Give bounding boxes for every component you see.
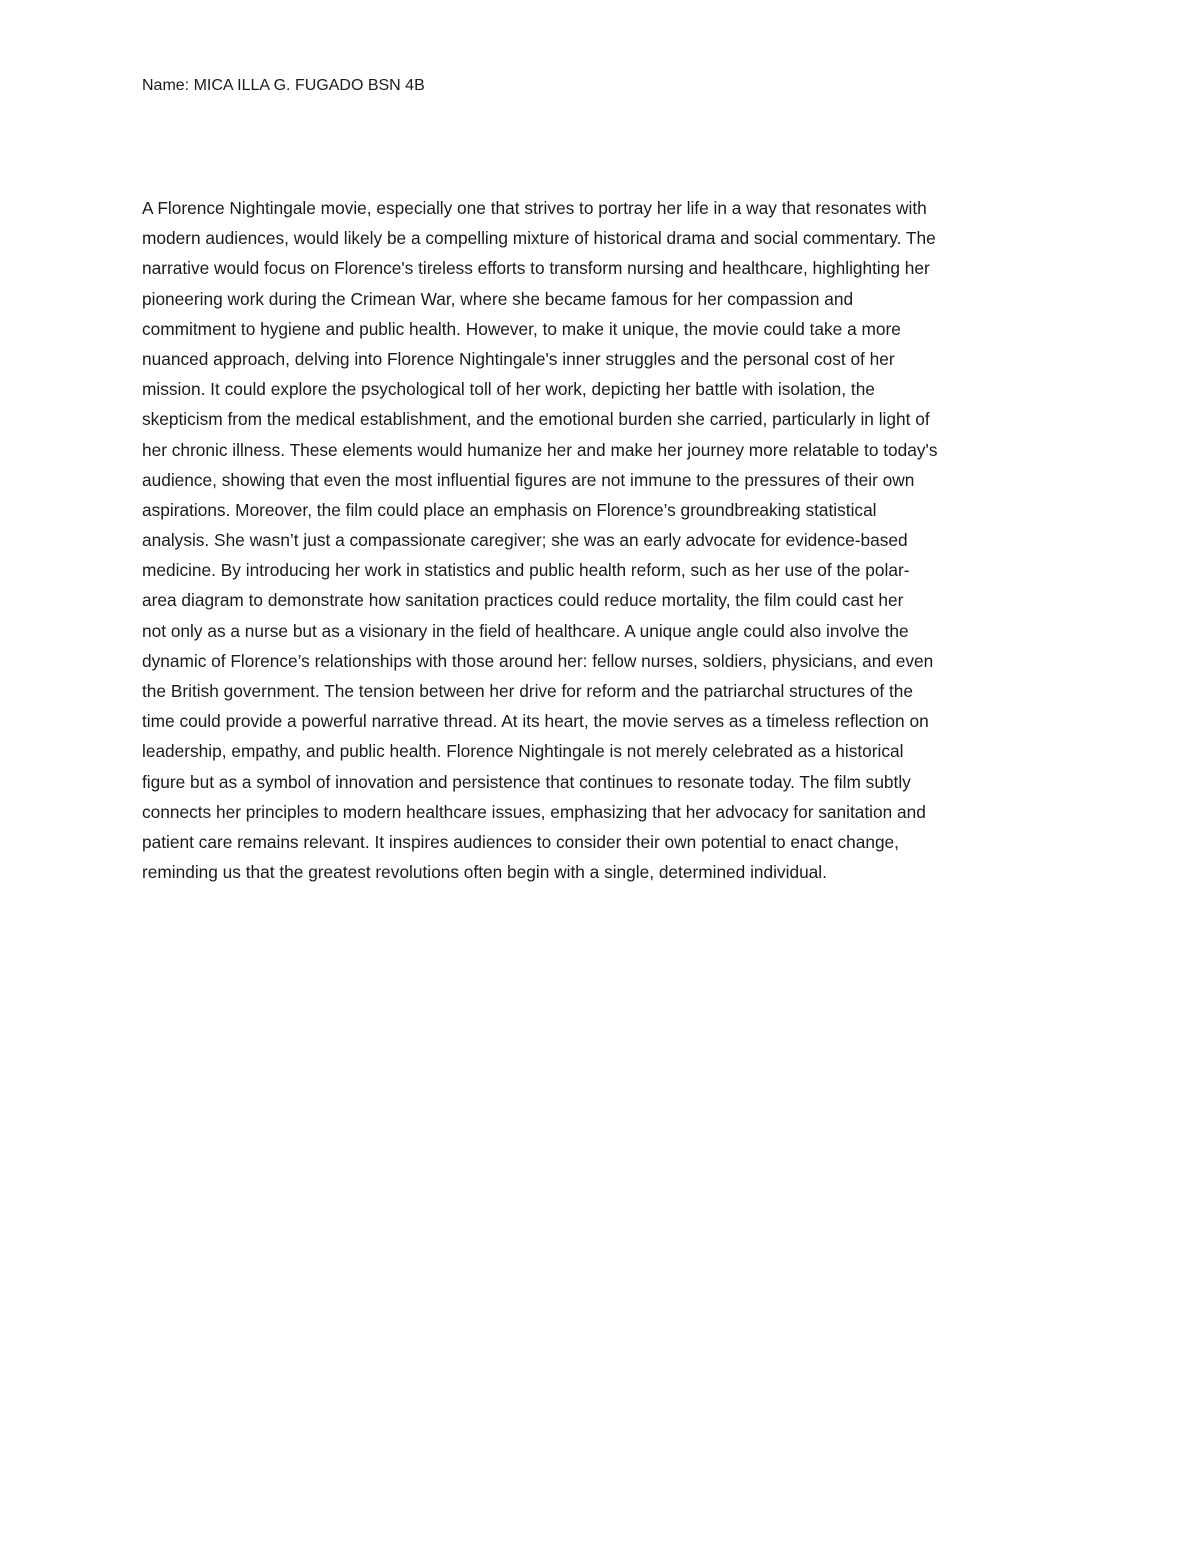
essay-line: skepticism from the medical establishment, and the emotional burden she carried, particularly in light of — [142, 409, 930, 430]
essay-line: medicine. By introducing her work in statistics and public health reform, such as her use of the polar- — [142, 560, 910, 581]
essay-line: the British government. The tension between her drive for reform and the patriarchal structures of the — [142, 681, 914, 701]
essay-body — [142, 193, 1062, 887]
essay-line: audience, showing that even the most influential figures are not immune to the pressures of their own — [142, 469, 915, 490]
essay-line: her chronic illness. These elements would humanize her and make her journey more relatable to today's — [142, 439, 938, 460]
student-name-line: Name: MICA ILLA G. FUGADO BSN 4B — [142, 77, 425, 94]
essay-line: not only as a nurse but as a visionary in the field of healthcare. A unique angle could also involve the — [142, 620, 909, 641]
essay-line: analysis. She wasn’t just a compassionate caregiver; she was an early advocate for evidence-based — [142, 530, 908, 551]
essay-line: pioneering work during the Crimean War, where she became famous for her compassion and — [142, 288, 854, 309]
essay-line: commitment to hygiene and public health. However, to make it unique, the movie could take a more — [142, 318, 901, 339]
essay-line: mission. It could explore the psychological toll of her work, depicting her battle with isolation, the — [142, 379, 875, 400]
essay-line: connects her principles to modern healthcare issues, emphasizing that her advocacy for sanitation and — [142, 801, 926, 822]
essay-line: reminding us that the greatest revolutions often begin with a single, determined individual. — [142, 862, 827, 883]
essay-line: modern audiences, would likely be a compelling mixture of historical drama and social commentary. The — [142, 228, 936, 249]
essay-line: area diagram to demonstrate how sanitation practices could reduce mortality, the film could cast her — [142, 590, 904, 611]
essay-line: dynamic of Florence’s relationships with those around her: fellow nurses, soldiers, physicians, and even — [142, 650, 934, 671]
essay-line: narrative would focus on Florence's tireless efforts to transform nursing and healthcare, highlighting her — [142, 258, 930, 279]
essay-line: patient care remains relevant. It inspires audiences to consider their own potential to enact change, — [142, 831, 899, 852]
essay-line: figure but as a symbol of innovation and persistence that continues to resonate today. The film subtly — [142, 771, 911, 792]
essay-line: A Florence Nightingale movie, especially one that strives to portray her life in a way that resonates with — [142, 198, 927, 218]
essay-line: aspirations. Moreover, the film could place an emphasis on Florence’s groundbreaking statistical — [142, 499, 877, 520]
essay-line: leadership, empathy, and public health. Florence Nightingale is not merely celebrated as a historical — [142, 741, 904, 762]
essay-line: time could provide a powerful narrative thread. At its heart, the movie serves as a timeless reflection on — [142, 711, 929, 732]
essay-line: nuanced approach, delving into Florence Nightingale's inner struggles and the personal cost of her — [142, 348, 895, 369]
